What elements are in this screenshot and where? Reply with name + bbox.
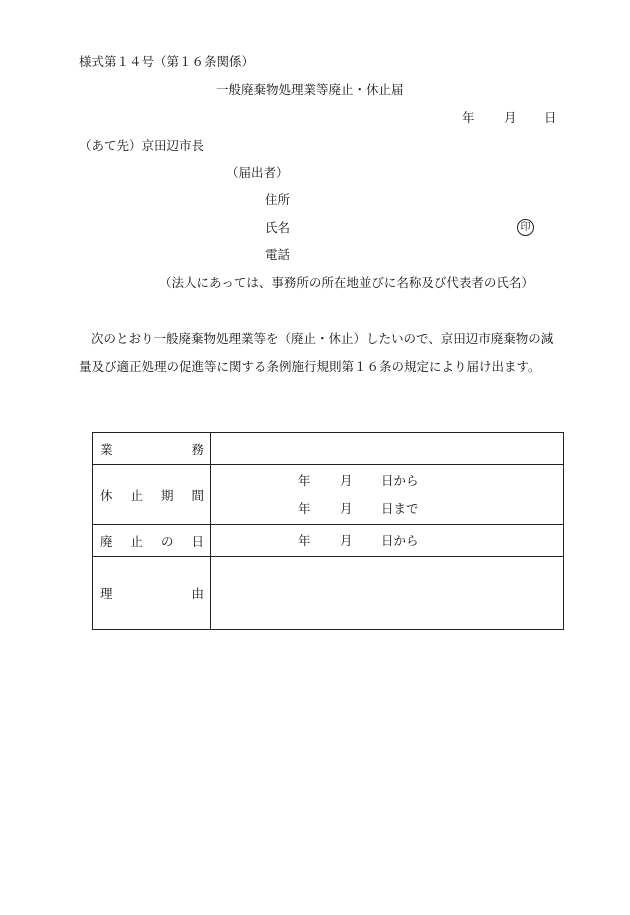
table-row-reason <box>93 557 564 630</box>
abolition-month: 月 <box>340 532 353 548</box>
business-label-char: 務 <box>191 441 204 457</box>
reason-value-cell[interactable] <box>211 557 564 630</box>
abolition-date-cell[interactable] <box>211 525 564 557</box>
suspension-to-day: 日まで <box>381 500 419 516</box>
table-row-suspension <box>93 465 564 525</box>
suspension-label-char: 止 <box>130 487 143 503</box>
suspension-to-line <box>211 501 563 517</box>
abolition-label <box>93 525 211 557</box>
suspension-label-char: 休 <box>100 487 113 503</box>
corporate-note: （法人にあっては、事務所の所在地並びに名称及び代表者の氏名） <box>159 275 534 290</box>
reason-label-char: 由 <box>191 586 204 601</box>
suspension-to-year: 年 <box>298 500 311 516</box>
abolition-date-line <box>211 533 563 549</box>
notification-table <box>92 432 564 630</box>
phone-label: 電話 <box>265 247 291 262</box>
table-row-business <box>93 433 564 465</box>
reason-label-char: 理 <box>100 586 113 601</box>
date-month-label: 月 <box>504 110 517 125</box>
business-value-cell[interactable] <box>211 433 564 465</box>
business-label <box>93 433 211 465</box>
body-paragraph: 次のとおり一般廃棄物処理業等を（廃止・休止）したいので、京田辺市廃棄物の減量及び適正処理の促進等に関する条例施行規則第１６条の規定により届け出ます。 <box>79 331 554 374</box>
suspension-to-month: 月 <box>340 500 353 516</box>
form-number: 様式第１４号（第１６条関係） <box>79 54 255 69</box>
addressee: （あて先）京田辺市長 <box>79 138 205 153</box>
address-label: 住所 <box>265 192 291 207</box>
abolition-label-char: の <box>160 533 174 549</box>
suspension-from-month: 月 <box>340 472 353 488</box>
reason-label <box>93 557 211 630</box>
date-year-label: 年 <box>462 110 475 125</box>
abolition-label-char: 止 <box>130 533 143 549</box>
suspension-label <box>93 465 211 525</box>
applicant-heading: （届出者） <box>226 165 289 180</box>
name-label: 氏名 <box>265 220 291 235</box>
suspension-from-line <box>211 473 563 489</box>
document-title: 一般廃棄物処理業等廃止・休止届 <box>216 82 404 97</box>
abolition-day: 日から <box>381 532 419 548</box>
table-row-abolition <box>93 525 564 557</box>
suspension-label-char: 間 <box>191 487 204 503</box>
suspension-from-day: 日から <box>381 472 419 488</box>
abolition-year: 年 <box>298 532 311 548</box>
abolition-label-char: 日 <box>191 533 204 549</box>
date-day-label: 日 <box>544 110 557 125</box>
suspension-label-char: 期 <box>160 487 174 503</box>
abolition-label-char: 廃 <box>100 533 113 549</box>
suspension-period-cell[interactable] <box>211 465 564 525</box>
business-label-char: 業 <box>100 441 113 457</box>
seal-mark: 印 <box>517 219 534 236</box>
suspension-from-year: 年 <box>298 472 311 488</box>
